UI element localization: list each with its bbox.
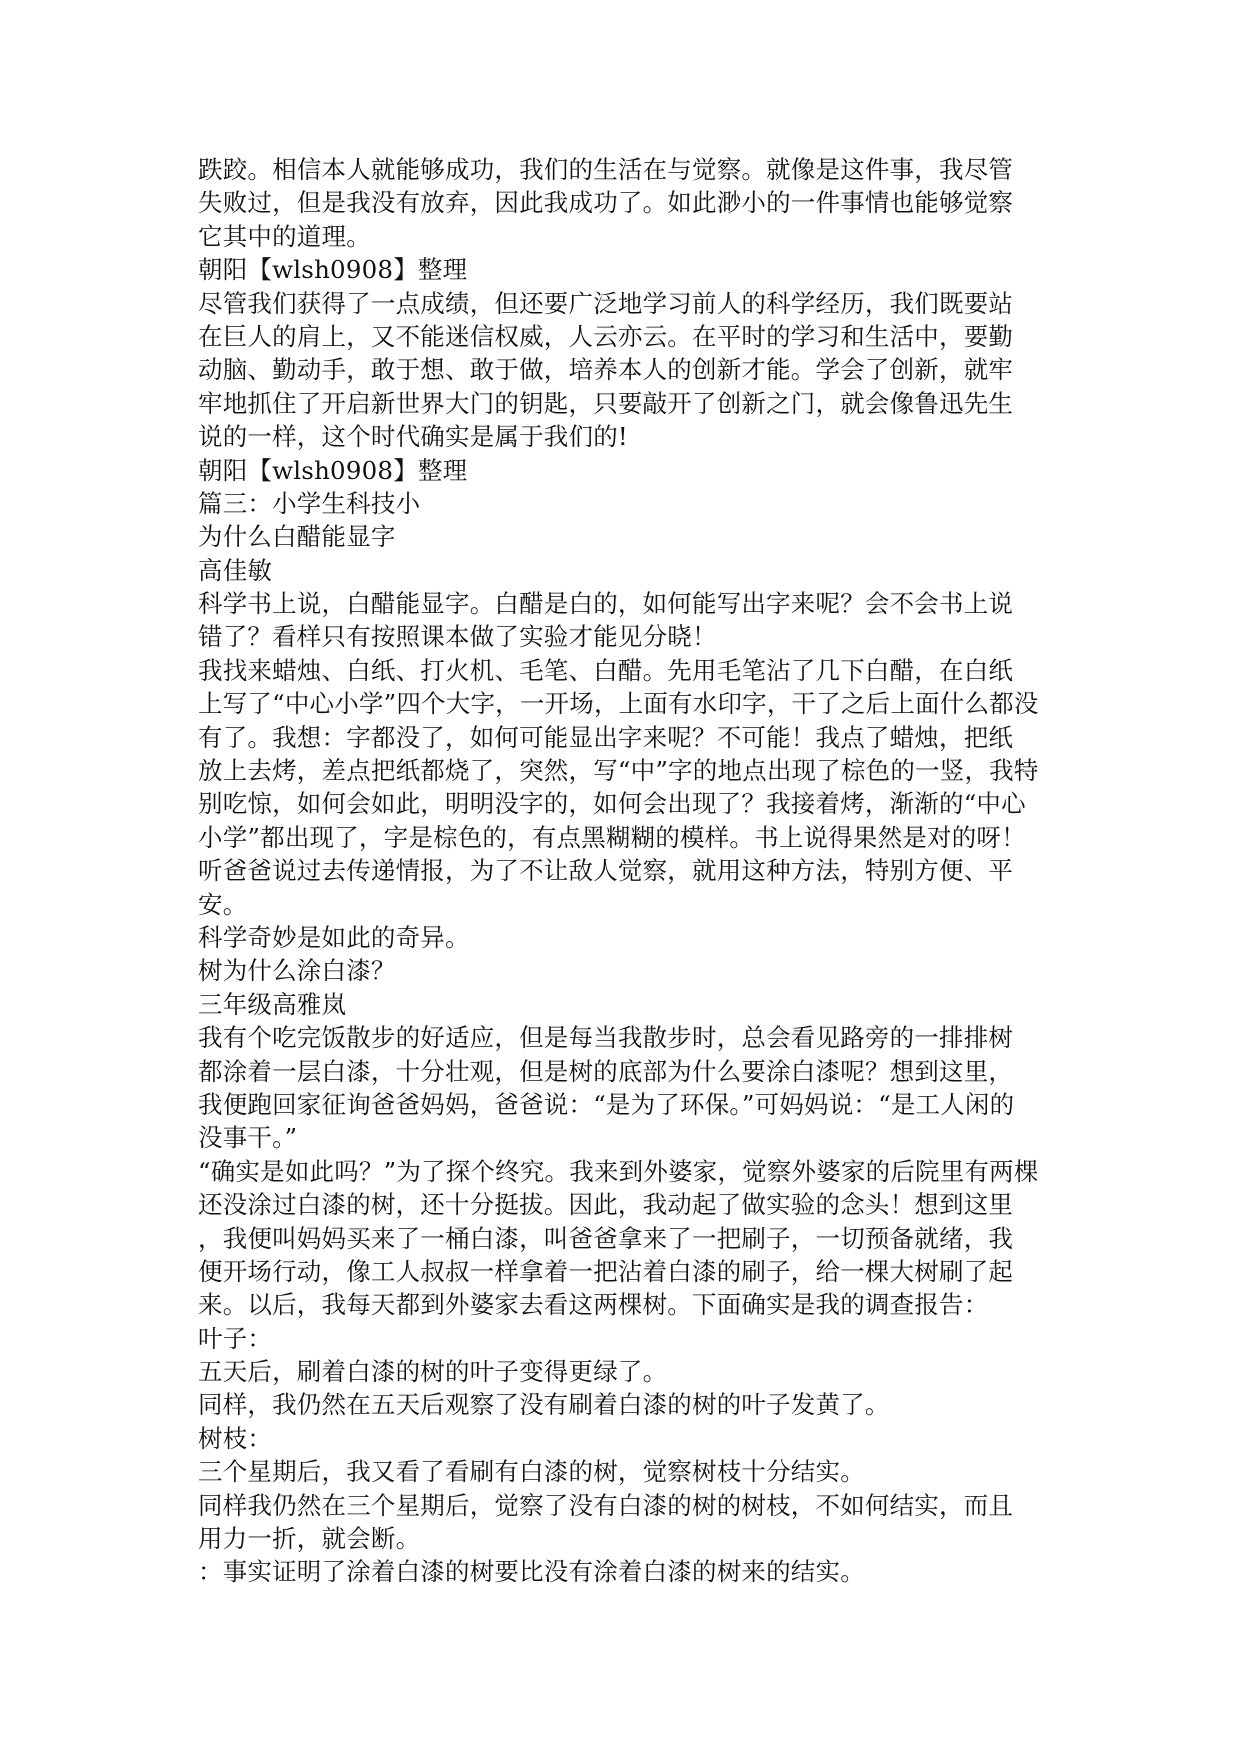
article-author: 三年级高雅岚: [198, 989, 347, 1019]
text-line: 还没涂过白漆的树，还十分挺拔。因此，我动起了做实验的念头！想到这里: [198, 1190, 1014, 1220]
text-line: 我有个吃完饭散步的好适应，但是每当我散步时，总会看见路旁的一排排树: [198, 1023, 1014, 1053]
text-line: 没事干。”: [198, 1123, 298, 1153]
text-line: 在巨人的肩上，又不能迷信权威，人云亦云。在平时的学习和生活中，要勤: [198, 321, 1014, 351]
text-line: 安。: [198, 889, 248, 919]
text-line: 尽管我们获得了一点成绩，但还要广泛地学习前人的科学经历，我们既要站: [198, 288, 1014, 318]
conclusion-line: ：事实证明了涂着白漆的树要比没有涂着白漆的树来的结实。: [198, 1557, 865, 1587]
text-line: 说的一样，这个时代确实是属于我们的!: [198, 422, 628, 452]
text-line: “确实是如此吗？”为了探个终究。我来到外婆家，觉察外婆家的后院里有两棵: [198, 1156, 1039, 1186]
text-line: 有了。我想：字都没了，如何可能显出字来呢？不可能！我点了蜡烛，把纸: [198, 722, 1014, 752]
text-line: 来。以后，我每天都到外婆家去看这两棵树。下面确实是我的调查报告：: [198, 1290, 989, 1320]
text-line: 失败过，但是我没有放弃，因此我成功了。如此渺小的一件事情也能够觉察: [198, 188, 1014, 218]
text-line: 同样，我仍然在五天后观察了没有刷着白漆的树的叶子发黄了。: [198, 1390, 890, 1420]
text-line: 小学”都出现了，字是棕色的，有点黑糊糊的模样。书上说得果然是对的呀！: [198, 822, 1026, 852]
text-line: 错了？看样只有按照课本做了实验才能见分晓！: [198, 622, 717, 652]
text-line: 我便跑回家征询爸爸妈妈，爸爸说：“是为了环保。”可妈妈说：“是工人闲的: [198, 1089, 1015, 1119]
subheading: 叶子：: [198, 1323, 273, 1353]
text-line: 跌跤。相信本人就能够成功，我们的生活在与觉察。就像是这件事，我尽管: [198, 155, 1014, 184]
credit-line: 朝阳【wlsh0908】整理: [198, 455, 468, 485]
text-line: 我找来蜡烛、白纸、打火机、毛笔、白醋。先用毛笔沾了几下白醋，在白纸: [198, 655, 1014, 685]
text-line: 动脑、勤动手，敢于想、敢于做，培养本人的创新才能。学会了创新，就牢: [198, 355, 1014, 385]
text-line: 科学奇妙是如此的奇异。: [198, 922, 470, 952]
subheading: 树枝：: [198, 1423, 273, 1453]
article-title: 树为什么涂白漆？: [198, 956, 396, 986]
text-line: 五天后，刷着白漆的树的叶子变得更绿了。: [198, 1357, 668, 1387]
text-line: 用力一折，就会断。: [198, 1524, 421, 1554]
text-line: 同样我仍然在三个星期后，觉察了没有白漆的树的树枝，不如何结实，而且: [198, 1490, 1014, 1520]
text-line: 上写了“中心小学”四个大字，一开场，上面有水印字，干了之后上面什么都没: [198, 689, 1039, 719]
text-line: 别吃惊，如何会如此，明明没字的，如何会出现了？我接着烤，渐渐的“中心: [198, 789, 1026, 819]
credit-line: 朝阳【wlsh0908】整理: [198, 255, 468, 285]
document-body: [198, 153, 1058, 1589]
text-line: ，我便叫妈妈买来了一桶白漆，叫爸爸拿来了一把刷子，一切预备就绪，我: [198, 1223, 1014, 1253]
text-line: 三个星期后，我又看了看刷有白漆的树，觉察树枝十分结实。: [198, 1457, 865, 1487]
text-line: 它其中的道理。: [198, 221, 371, 251]
article-title: 为什么白醋能显字: [198, 522, 396, 552]
article-author: 高佳敏: [198, 555, 273, 585]
text-line: 牢地抓住了开启新世界大门的钥匙，只要敲开了创新之门，就会像鲁迅先生: [198, 388, 1014, 418]
text-line: 科学书上说，白醋能显字。白醋是白的，如何能写出字来呢？会不会书上说: [198, 589, 1014, 619]
text-line: 放上去烤，差点把纸都烧了，突然，写“中”字的地点出现了棕色的一竖，我特: [198, 756, 1039, 786]
text-line: 便开场行动，像工人叔叔一样拿着一把沾着白漆的刷子，给一棵大树刷了起: [198, 1256, 1014, 1286]
text-line: 都涂着一层白漆，十分壮观，但是树的底部为什么要涂白漆呢？想到这里，: [198, 1056, 1014, 1086]
section-heading: 篇三：小学生科技小: [198, 488, 421, 518]
text-line: 听爸爸说过去传递情报，为了不让敌人觉察，就用这种方法，特别方便、平: [198, 856, 1014, 886]
